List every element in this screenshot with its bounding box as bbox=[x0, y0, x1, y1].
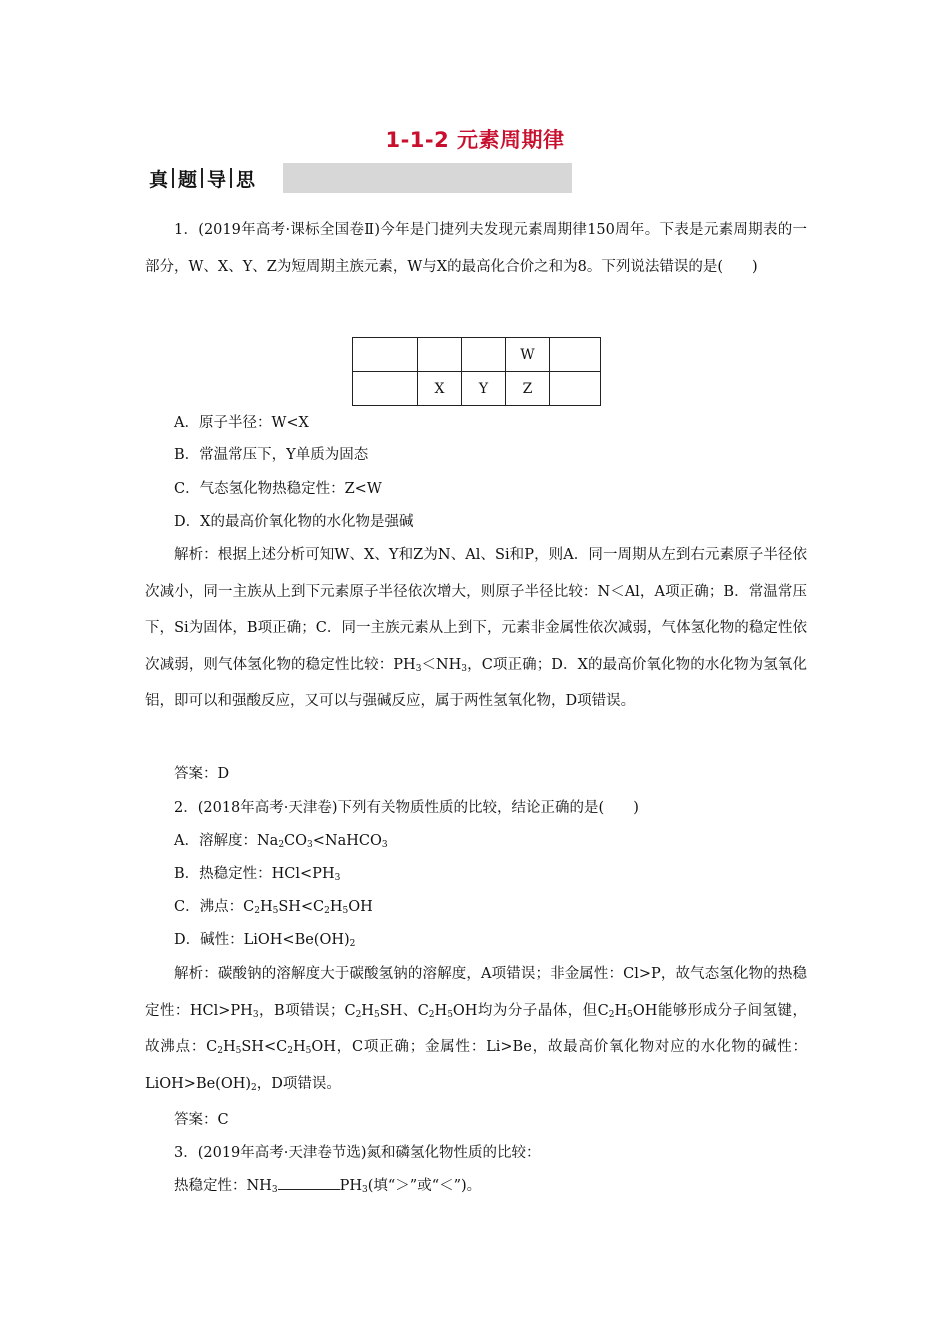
banner-char: 思 bbox=[236, 168, 256, 191]
text-span: 热稳定性：NH bbox=[174, 1178, 272, 1194]
question-1-analysis bbox=[145, 537, 807, 720]
table-cell: Z bbox=[506, 372, 550, 406]
text-span: 解析：碳酸钠的溶解度大于碳酸氢钠的溶解度，A项错误；非金属性：Cl>P，故气态氢化物的热稳定性：HCl>PH bbox=[145, 966, 807, 1019]
subscript: 2 bbox=[251, 1082, 257, 1093]
subscript: 5 bbox=[627, 1009, 633, 1020]
subscript: 5 bbox=[235, 1046, 242, 1056]
text-span: H bbox=[614, 1002, 628, 1019]
question-2-option-c bbox=[174, 897, 373, 917]
text-span: SH、C bbox=[379, 1002, 429, 1019]
text-span: H bbox=[329, 899, 343, 915]
subscript: 3 bbox=[415, 663, 422, 674]
subscript: 5 bbox=[305, 1046, 312, 1056]
question-3-fill-line bbox=[174, 1176, 481, 1196]
text-span: (填“＞”或“＜”)。 bbox=[367, 1178, 482, 1194]
section-banner bbox=[145, 163, 572, 193]
subscript: 3 bbox=[381, 840, 388, 850]
text-span: H bbox=[292, 1039, 306, 1055]
question-1-option-d: D．X的最高价氧化物的水化物是强碱 bbox=[174, 514, 414, 530]
analysis-text: 解析：根据上述分析可知W、X、Y和Z为N、Al、Si和P，则A．同一周期从左到右元素原子半径依次减小，同一主族从上到下元素原子半径依次增大，则原子半径比较：N＜Al，A项正确；B．常温常压下，Si为固体，B项正确；C．同一主族元素从上到下，元素非金属性依次减弱，气体氢化物的稳定性依次减弱，则气体氢化物的稳定性比较：PH bbox=[145, 547, 807, 673]
question-2-option-d bbox=[174, 930, 355, 950]
text-span: H bbox=[434, 1002, 448, 1019]
text-span: SH<C bbox=[241, 1039, 288, 1055]
text-span: A．溶解度：Na bbox=[174, 833, 279, 849]
subscript: 3 bbox=[252, 1009, 259, 1020]
subscript: 2 bbox=[608, 1009, 615, 1020]
text-span: PH bbox=[339, 1178, 362, 1194]
text-span: OH bbox=[348, 899, 373, 915]
question-2-option-a bbox=[174, 831, 388, 851]
subscript: 2 bbox=[349, 939, 356, 949]
text-span: OH，C项正确；金属性：Li>Be，故最高价氧化物对应的水化物的碱性：LiOH>Be(OH) bbox=[145, 1039, 807, 1092]
table-cell: W bbox=[506, 338, 550, 372]
question-2-option-b bbox=[174, 864, 340, 884]
table-cell bbox=[353, 372, 418, 406]
subscript: 2 bbox=[254, 906, 260, 916]
banner-char: 导 bbox=[207, 168, 227, 191]
subscript: 5 bbox=[373, 1009, 380, 1020]
subscript: 3 bbox=[361, 1185, 368, 1195]
periodic-table-fragment bbox=[352, 337, 601, 406]
page-title: 1-1-2 元素周期律 bbox=[385, 128, 565, 152]
text-span: OH能够形成分子间氢键，故沸点：C bbox=[145, 1002, 807, 1055]
banner-char: 题 bbox=[178, 168, 198, 191]
subscript: 5 bbox=[447, 1009, 453, 1020]
banner-char: 真 bbox=[149, 168, 169, 191]
subscript: 2 bbox=[428, 1009, 435, 1020]
question-1-option-b: B．常温常压下，Y单质为固态 bbox=[174, 447, 369, 463]
question-1-option-a: A．原子半径：W<X bbox=[174, 415, 309, 431]
subscript: 2 bbox=[278, 840, 285, 850]
table-cell bbox=[550, 338, 601, 372]
table-cell: Y bbox=[462, 372, 506, 406]
text-span: OH均为分子晶体，但C bbox=[452, 1002, 609, 1019]
text-span: <NaHCO bbox=[312, 833, 382, 849]
table-cell bbox=[418, 338, 462, 372]
text-span: H bbox=[361, 1002, 374, 1019]
subscript: 2 bbox=[355, 1009, 362, 1020]
text-span: ，B项错误；C bbox=[258, 1002, 356, 1019]
question-3-stem: 3．(2019年高考·天津卷节选)氮和磷氢化物性质的比较： bbox=[174, 1145, 541, 1161]
analysis-text: ，C项正确；D．X的最高价氧化物的水化物为氢氧化铝，即可以和强酸反应，又可以与强碱反应，属于两性氢氧化物，D项错误。 bbox=[145, 656, 807, 709]
subscript: 2 bbox=[217, 1046, 223, 1056]
table-cell bbox=[550, 372, 601, 406]
subscript: 2 bbox=[287, 1046, 293, 1056]
question-1-answer: 答案：D bbox=[174, 766, 230, 782]
table-cell: X bbox=[418, 372, 462, 406]
answer-blank[interactable] bbox=[278, 1177, 340, 1190]
analysis-text: ＜NH bbox=[421, 656, 462, 673]
question-2-answer: 答案：C bbox=[174, 1112, 229, 1128]
table-cell bbox=[353, 338, 418, 372]
text-span: ，D项错误。 bbox=[256, 1075, 341, 1092]
text-span: SH<C bbox=[278, 899, 325, 915]
subscript: 3 bbox=[334, 873, 341, 883]
text-span: H bbox=[222, 1039, 236, 1055]
subscript: 5 bbox=[342, 906, 349, 916]
question-1-option-c: C．气态氢化物热稳定性：Z<W bbox=[174, 481, 382, 497]
text-span: CO bbox=[284, 833, 308, 849]
subscript: 3 bbox=[307, 840, 313, 850]
question-2-stem: 2．(2018年高考·天津卷)下列有关物质性质的比较，结论正确的是( ) bbox=[174, 800, 639, 816]
table-cell bbox=[462, 338, 506, 372]
subscript: 3 bbox=[461, 663, 468, 674]
subscript: 5 bbox=[272, 906, 279, 916]
text-span: H bbox=[259, 899, 273, 915]
section-label bbox=[145, 163, 283, 193]
question-2-analysis bbox=[145, 956, 807, 1102]
text-span: D．碱性：LiOH<Be(OH) bbox=[174, 932, 350, 948]
question-1-stem: 1．(2019年高考·课标全国卷Ⅱ)今年是门捷列夫发现元素周期律150周年。下表是元素周期表的一部分，W、X、Y、Z为短周期主族元素，W与X的最高化合价之和为8。下列说法错误的是( ) bbox=[145, 222, 807, 275]
text-span: C．沸点：C bbox=[174, 899, 255, 915]
text-span: B．热稳定性：HCl<PH bbox=[174, 866, 335, 882]
subscript: 3 bbox=[271, 1185, 278, 1195]
subscript: 2 bbox=[324, 906, 330, 916]
